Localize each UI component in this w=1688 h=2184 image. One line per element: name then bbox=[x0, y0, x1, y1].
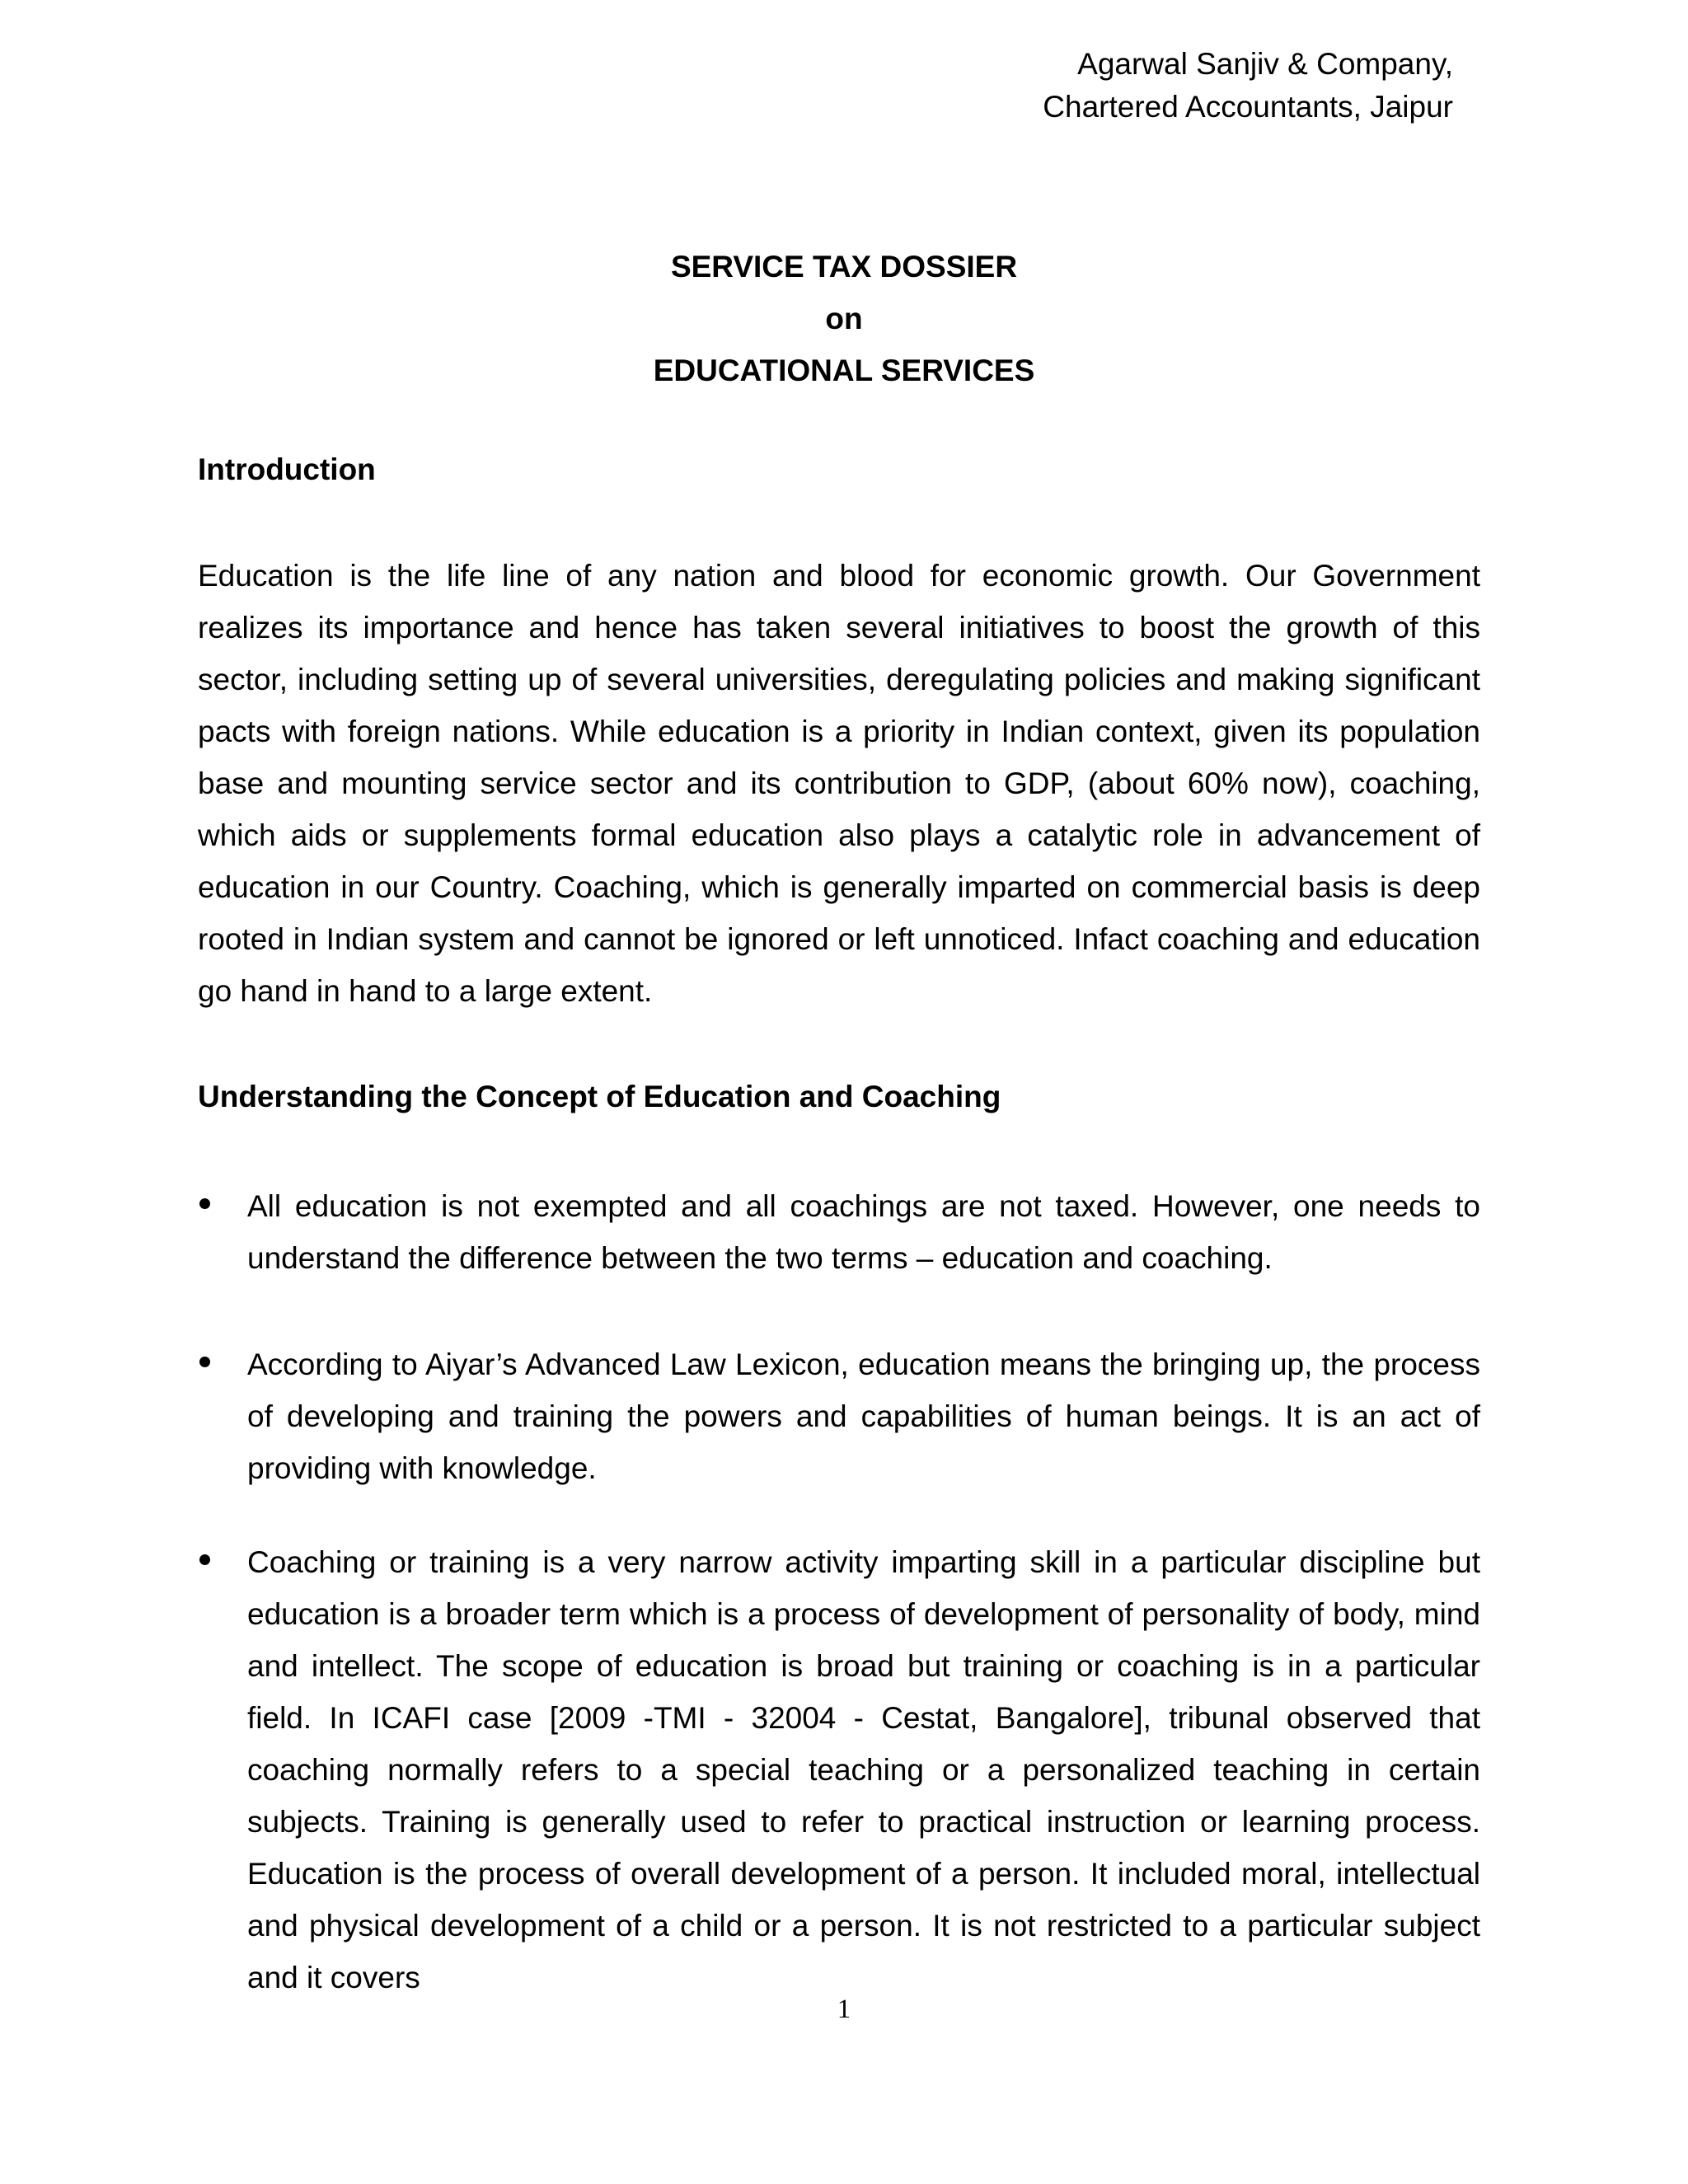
list-item bbox=[198, 1536, 1480, 2004]
firm-name: Agarwal Sanjiv & Company, bbox=[1077, 47, 1453, 81]
document-title bbox=[0, 241, 1688, 396]
firm-subtitle: Chartered Accountants, Jaipur bbox=[1043, 90, 1453, 124]
concept-bullet-list bbox=[198, 1180, 1480, 1284]
bullet-icon bbox=[199, 1554, 210, 1565]
title-line-2: on bbox=[825, 302, 863, 335]
list-item-text: Coaching or training is a very narrow activity imparting skill in a particular discipline but education is a broader term which is a process of development of personality of body, mind and intellect. The scope of education is broad but training or coaching is in a particular field. In ICAFI case [2009 -TMI - 32004 - Cestat, Bangalore], tribunal observed that coaching normally refers to a special teaching or a personalized teaching in certain subjects. Training is generally used to refer to practical instruction or learning process. Education is the process of overall development of a person. It included moral, intellectual and physical development of a child or a person. It is not restricted to a particular subject and it covers bbox=[247, 1545, 1480, 1994]
title-line-1: SERVICE TAX DOSSIER bbox=[670, 250, 1018, 284]
concept-bullet-list bbox=[198, 1338, 1480, 1494]
page-number: 1 bbox=[837, 1994, 851, 2024]
firm-header bbox=[1043, 43, 1453, 129]
concept-heading: Understanding the Concept of Education and Coaching bbox=[198, 1080, 1001, 1113]
list-item bbox=[198, 1180, 1480, 1284]
introduction-heading: Introduction bbox=[198, 452, 376, 486]
list-item-text: All education is not exempted and all coachings are not taxed. However, one needs to understand the difference between the two terms – education and coaching. bbox=[247, 1189, 1480, 1275]
bullet-icon bbox=[199, 1357, 210, 1367]
concept-bullet-list bbox=[198, 1536, 1480, 2004]
bullet-icon bbox=[199, 1198, 210, 1209]
title-line-3: EDUCATIONAL SERVICES bbox=[653, 354, 1035, 387]
introduction-paragraph: Education is the life line of any nation and blood for economic growth. Our Government realizes its importance and hence has taken several initiatives to boost the growth of this sector, including setting up of several universities, deregulating policies and making significant pacts with foreign nations. While education is a priority in Indian context, given its population base and mounting service sector and its contribution to GDP, (about 60% now), coaching, which aids or supplements formal education also plays a catalytic role in advancement of education in our Country. Coaching, which is generally imparted on commercial basis is deep rooted in Indian system and cannot be ignored or left unnoticed. Infact coaching and education go hand in hand to a large extent. bbox=[198, 559, 1480, 1008]
list-item bbox=[198, 1338, 1480, 1494]
list-item-text: According to Aiyar’s Advanced Law Lexicon, education means the bringing up, the process of developing and training the powers and capabilities of human beings. It is an act of providing with knowledge. bbox=[247, 1347, 1480, 1485]
